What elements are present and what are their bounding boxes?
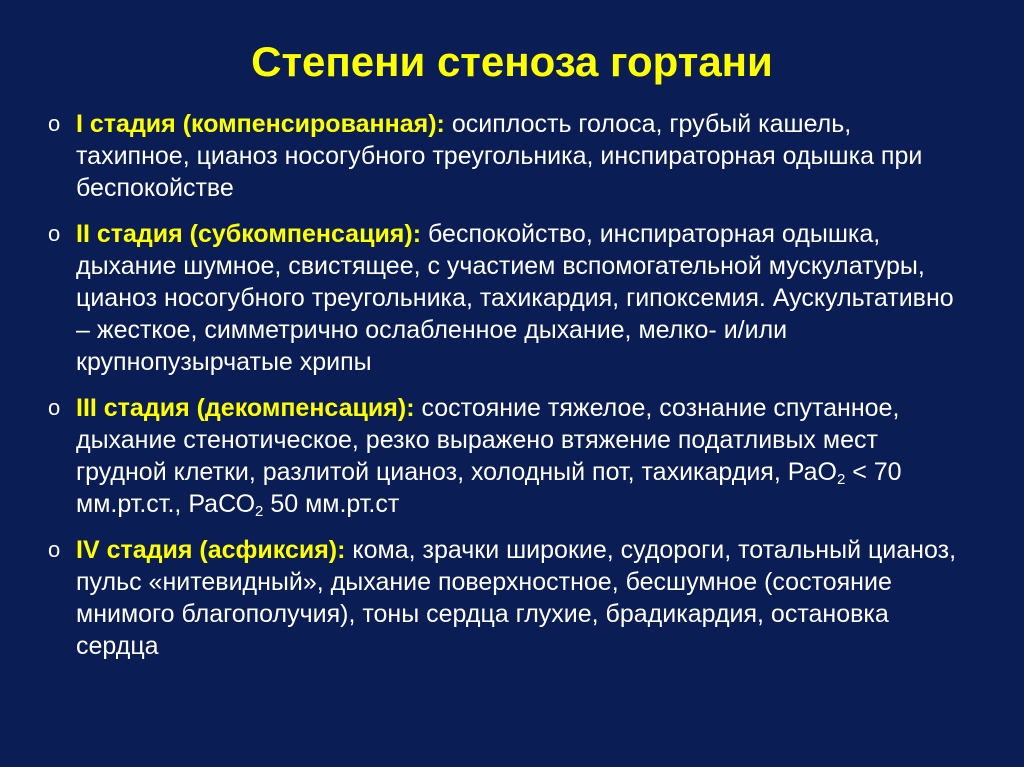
stage-item-4 xyxy=(44,534,964,662)
hollow-circle-bullet-icon: o xyxy=(48,221,61,246)
stage-label: IV стадия (асфиксия): xyxy=(76,536,346,564)
stage-description-part: состояние тяжелое, сознание спутанное, дыхание стенотическое, резко выражено втяжение податливых мест грудной клетки, разлитой цианоз, холодный пот, тахикардия, РаО xyxy=(76,394,900,486)
stage-item-1 xyxy=(44,108,964,204)
stage-item-2 xyxy=(44,218,964,378)
stage-description-part: 50 мм.рт.ст xyxy=(263,490,400,518)
stage-item-3 xyxy=(44,392,964,520)
stage-description: кома, зрачки широкие, судороги, тотальный цианоз, пульс «нитевидный», дыхание поверхностное, бесшумное (состояние мнимого благополучия), тоны сердца глухие, брадикардия, остановка сердца xyxy=(76,536,957,660)
stage-description: беспокойство, инспираторная одышка, дыхание шумное, свистящее, с участием вспомогательной мускулатуры, цианоз носогубного треугольника, тахикардия, гипоксемия. Аускультативно – жесткое, симметрично ослабленное дыхание, мелко- и/или крупнопузырчатые хрипы xyxy=(76,220,954,376)
stage-description: осиплость голоса, грубый кашель, тахипное, цианоз носогубного треугольника, инспираторная одышка при беспокойстве xyxy=(76,110,923,202)
stage-description-part: < 70 мм.рт.ст., РаСО xyxy=(76,458,902,518)
subscript: 2 xyxy=(836,471,846,488)
subscript: 2 xyxy=(255,503,264,520)
slide-title: Степени стеноза гортани xyxy=(251,38,773,85)
hollow-circle-bullet-icon: o xyxy=(48,537,61,562)
stage-list xyxy=(44,108,964,676)
stage-label: II стадия (субкомпенсация): xyxy=(76,220,422,248)
stage-label: III стадия (декомпенсация): xyxy=(76,394,415,422)
hollow-circle-bullet-icon: o xyxy=(48,111,61,136)
hollow-circle-bullet-icon: o xyxy=(48,395,61,420)
stage-label: I стадия (компенсированная): xyxy=(76,110,445,138)
